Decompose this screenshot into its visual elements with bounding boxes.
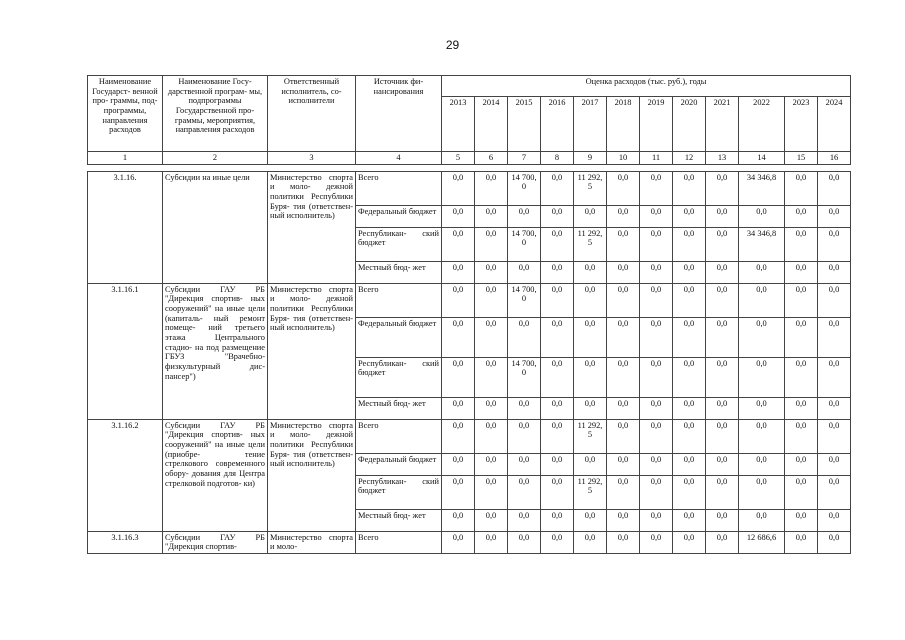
funding-source: Местный бюд- жет bbox=[356, 397, 442, 419]
amount-cell: 0,0 bbox=[541, 357, 574, 397]
amount-cell: 0,0 bbox=[739, 509, 785, 531]
amount-cell: 0,0 bbox=[442, 509, 475, 531]
header-col-3: Ответственный исполнитель, со- исполнители bbox=[268, 76, 356, 152]
amount-cell: 0,0 bbox=[541, 227, 574, 261]
amount-cell: 0,0 bbox=[818, 205, 851, 227]
table-row bbox=[88, 531, 851, 553]
amount-cell: 0,0 bbox=[442, 357, 475, 397]
amount-cell: 14 700, 0 bbox=[508, 227, 541, 261]
row-code: 3.1.16.1 bbox=[88, 283, 163, 419]
amount-cell: 0,0 bbox=[640, 397, 673, 419]
amount-cell: 0,0 bbox=[607, 227, 640, 261]
amount-cell: 0,0 bbox=[818, 283, 851, 317]
amount-cell: 0,0 bbox=[739, 317, 785, 357]
amount-cell: 0,0 bbox=[508, 397, 541, 419]
amount-cell: 0,0 bbox=[818, 419, 851, 453]
table-header bbox=[88, 76, 851, 165]
amount-cell: 0,0 bbox=[640, 453, 673, 475]
amount-cell: 0,0 bbox=[442, 283, 475, 317]
amount-cell: 0,0 bbox=[785, 509, 818, 531]
amount-cell: 0,0 bbox=[475, 509, 508, 531]
amount-cell: 0,0 bbox=[508, 453, 541, 475]
row-code: 3.1.16. bbox=[88, 171, 163, 283]
amount-cell: 0,0 bbox=[574, 357, 607, 397]
amount-cell: 0,0 bbox=[640, 205, 673, 227]
amount-cell: 0,0 bbox=[673, 531, 706, 553]
column-number: 9 bbox=[574, 152, 607, 165]
header-estimate: Оценка расходов (тыс. руб.), годы bbox=[442, 76, 851, 97]
amount-cell: 0,0 bbox=[673, 509, 706, 531]
page-number: 29 bbox=[445, 38, 460, 52]
amount-cell: 0,0 bbox=[442, 397, 475, 419]
funding-source: Всего bbox=[356, 171, 442, 205]
amount-cell: 0,0 bbox=[739, 261, 785, 283]
amount-cell: 0,0 bbox=[607, 283, 640, 317]
header-col-1: Наименование Государст- венной про- граммы, под- программы, направления расходов bbox=[88, 76, 163, 152]
funding-source: Федеральный бюджет bbox=[356, 453, 442, 475]
row-code: 3.1.16.3 bbox=[88, 531, 163, 553]
amount-cell: 0,0 bbox=[541, 283, 574, 317]
amount-cell: 34 346,8 bbox=[739, 171, 785, 205]
amount-cell: 0,0 bbox=[640, 283, 673, 317]
header-col-2: Наименование Госу- дарственной програм- мы, подпрограммы Государственной про- граммы, мероприятия, направления расходов bbox=[163, 76, 268, 152]
row-executor: Министерство спорта и моло- bbox=[268, 531, 356, 553]
amount-cell: 0,0 bbox=[607, 397, 640, 419]
amount-cell: 0,0 bbox=[673, 227, 706, 261]
amount-cell: 0,0 bbox=[706, 227, 739, 261]
amount-cell: 0,0 bbox=[607, 453, 640, 475]
amount-cell: 0,0 bbox=[785, 317, 818, 357]
header-year: 2021 bbox=[706, 97, 739, 152]
header-year: 2013 bbox=[442, 97, 475, 152]
amount-cell: 0,0 bbox=[818, 317, 851, 357]
amount-cell: 0,0 bbox=[574, 453, 607, 475]
amount-cell: 0,0 bbox=[673, 475, 706, 509]
amount-cell: 0,0 bbox=[607, 171, 640, 205]
amount-cell: 0,0 bbox=[508, 531, 541, 553]
amount-cell: 0,0 bbox=[442, 531, 475, 553]
amount-cell: 0,0 bbox=[818, 531, 851, 553]
amount-cell: 0,0 bbox=[541, 397, 574, 419]
column-number: 6 bbox=[475, 152, 508, 165]
amount-cell: 0,0 bbox=[785, 531, 818, 553]
amount-cell: 0,0 bbox=[574, 261, 607, 283]
table-body bbox=[88, 164, 851, 553]
spacer-row bbox=[88, 164, 851, 171]
amount-cell: 0,0 bbox=[442, 475, 475, 509]
amount-cell: 0,0 bbox=[818, 397, 851, 419]
amount-cell: 0,0 bbox=[607, 357, 640, 397]
amount-cell: 0,0 bbox=[706, 357, 739, 397]
amount-cell: 0,0 bbox=[706, 453, 739, 475]
amount-cell: 0,0 bbox=[475, 317, 508, 357]
funding-source: Федеральный бюджет bbox=[356, 205, 442, 227]
amount-cell: 0,0 bbox=[785, 357, 818, 397]
amount-cell: 0,0 bbox=[673, 453, 706, 475]
amount-cell: 0,0 bbox=[640, 419, 673, 453]
amount-cell: 11 292, 5 bbox=[574, 419, 607, 453]
amount-cell: 0,0 bbox=[673, 317, 706, 357]
amount-cell: 0,0 bbox=[574, 317, 607, 357]
funding-source: Местный бюд- жет bbox=[356, 261, 442, 283]
amount-cell: 0,0 bbox=[785, 419, 818, 453]
column-number: 13 bbox=[706, 152, 739, 165]
amount-cell: 34 346,8 bbox=[739, 227, 785, 261]
amount-cell: 0,0 bbox=[475, 453, 508, 475]
amount-cell: 0,0 bbox=[673, 357, 706, 397]
amount-cell: 12 686,6 bbox=[739, 531, 785, 553]
header-year: 2015 bbox=[508, 97, 541, 152]
amount-cell: 0,0 bbox=[739, 283, 785, 317]
amount-cell: 0,0 bbox=[818, 357, 851, 397]
amount-cell: 0,0 bbox=[785, 171, 818, 205]
amount-cell: 0,0 bbox=[508, 509, 541, 531]
amount-cell: 11 292, 5 bbox=[574, 171, 607, 205]
budget-table bbox=[87, 75, 851, 554]
amount-cell: 0,0 bbox=[640, 475, 673, 509]
header-year: 2020 bbox=[673, 97, 706, 152]
amount-cell: 0,0 bbox=[640, 171, 673, 205]
column-number: 8 bbox=[541, 152, 574, 165]
amount-cell: 0,0 bbox=[640, 317, 673, 357]
column-number: 1 bbox=[88, 152, 163, 165]
funding-source: Всего bbox=[356, 283, 442, 317]
amount-cell: 0,0 bbox=[508, 419, 541, 453]
header-year: 2018 bbox=[607, 97, 640, 152]
column-number: 2 bbox=[163, 152, 268, 165]
amount-cell: 0,0 bbox=[785, 205, 818, 227]
column-number: 3 bbox=[268, 152, 356, 165]
funding-source: Местный бюд- жет bbox=[356, 509, 442, 531]
amount-cell: 0,0 bbox=[442, 261, 475, 283]
funding-source: Республикан- ский бюджет bbox=[356, 357, 442, 397]
amount-cell: 0,0 bbox=[706, 261, 739, 283]
row-name: Субсидии ГАУ РБ "Дирекция спортив- bbox=[163, 531, 268, 553]
amount-cell: 0,0 bbox=[706, 475, 739, 509]
column-number: 10 bbox=[607, 152, 640, 165]
column-number: 15 bbox=[785, 152, 818, 165]
amount-cell: 0,0 bbox=[739, 419, 785, 453]
amount-cell: 0,0 bbox=[785, 283, 818, 317]
amount-cell: 0,0 bbox=[706, 419, 739, 453]
amount-cell: 0,0 bbox=[541, 317, 574, 357]
amount-cell: 0,0 bbox=[785, 453, 818, 475]
amount-cell: 0,0 bbox=[818, 171, 851, 205]
column-number: 14 bbox=[739, 152, 785, 165]
amount-cell: 0,0 bbox=[818, 261, 851, 283]
amount-cell: 0,0 bbox=[541, 171, 574, 205]
column-number: 12 bbox=[673, 152, 706, 165]
amount-cell: 0,0 bbox=[442, 171, 475, 205]
amount-cell: 0,0 bbox=[607, 475, 640, 509]
amount-cell: 0,0 bbox=[541, 509, 574, 531]
table-row bbox=[88, 283, 851, 317]
amount-cell: 0,0 bbox=[442, 227, 475, 261]
amount-cell: 0,0 bbox=[739, 357, 785, 397]
amount-cell: 0,0 bbox=[475, 357, 508, 397]
header-year: 2014 bbox=[475, 97, 508, 152]
amount-cell: 0,0 bbox=[442, 317, 475, 357]
amount-cell: 0,0 bbox=[739, 205, 785, 227]
row-name: Субсидии на иные цели bbox=[163, 171, 268, 283]
amount-cell: 0,0 bbox=[574, 205, 607, 227]
amount-cell: 0,0 bbox=[574, 509, 607, 531]
amount-cell: 0,0 bbox=[640, 509, 673, 531]
table-row bbox=[88, 171, 851, 205]
amount-cell: 0,0 bbox=[475, 397, 508, 419]
column-number: 5 bbox=[442, 152, 475, 165]
amount-cell: 11 292, 5 bbox=[574, 475, 607, 509]
amount-cell: 0,0 bbox=[508, 205, 541, 227]
amount-cell: 0,0 bbox=[673, 419, 706, 453]
amount-cell: 0,0 bbox=[607, 419, 640, 453]
amount-cell: 0,0 bbox=[541, 205, 574, 227]
amount-cell: 0,0 bbox=[706, 397, 739, 419]
amount-cell: 0,0 bbox=[706, 283, 739, 317]
header-year: 2017 bbox=[574, 97, 607, 152]
amount-cell: 0,0 bbox=[673, 205, 706, 227]
amount-cell: 0,0 bbox=[607, 205, 640, 227]
amount-cell: 0,0 bbox=[475, 475, 508, 509]
amount-cell: 0,0 bbox=[508, 317, 541, 357]
amount-cell: 0,0 bbox=[574, 397, 607, 419]
funding-source: Всего bbox=[356, 419, 442, 453]
header-year: 2022 bbox=[739, 97, 785, 152]
column-numbers-row bbox=[88, 152, 851, 165]
amount-cell: 0,0 bbox=[508, 261, 541, 283]
amount-cell: 0,0 bbox=[607, 509, 640, 531]
row-code: 3.1.16.2 bbox=[88, 419, 163, 531]
amount-cell: 0,0 bbox=[739, 453, 785, 475]
amount-cell: 14 700, 0 bbox=[508, 357, 541, 397]
funding-source: Республикан- ский бюджет bbox=[356, 475, 442, 509]
funding-source: Всего bbox=[356, 531, 442, 553]
amount-cell: 0,0 bbox=[541, 261, 574, 283]
funding-source: Республикан- ский бюджет bbox=[356, 227, 442, 261]
amount-cell: 0,0 bbox=[475, 171, 508, 205]
amount-cell: 0,0 bbox=[706, 317, 739, 357]
amount-cell: 0,0 bbox=[607, 531, 640, 553]
amount-cell: 0,0 bbox=[541, 419, 574, 453]
amount-cell: 0,0 bbox=[640, 261, 673, 283]
amount-cell: 0,0 bbox=[739, 397, 785, 419]
amount-cell: 0,0 bbox=[475, 531, 508, 553]
amount-cell: 0,0 bbox=[818, 475, 851, 509]
column-number: 16 bbox=[818, 152, 851, 165]
amount-cell: 0,0 bbox=[541, 453, 574, 475]
amount-cell: 0,0 bbox=[574, 531, 607, 553]
amount-cell: 0,0 bbox=[706, 531, 739, 553]
amount-cell: 0,0 bbox=[785, 261, 818, 283]
amount-cell: 0,0 bbox=[541, 475, 574, 509]
amount-cell: 0,0 bbox=[706, 205, 739, 227]
header-year: 2016 bbox=[541, 97, 574, 152]
amount-cell: 0,0 bbox=[706, 509, 739, 531]
amount-cell: 0,0 bbox=[739, 475, 785, 509]
table-row bbox=[88, 419, 851, 453]
column-number: 4 bbox=[356, 152, 442, 165]
amount-cell: 0,0 bbox=[785, 227, 818, 261]
row-name: Субсидии ГАУ РБ "Дирекция спортив- ных сооружений" на иные цели (капиталь- ный ремонт помеще- ний третьего этажа Центрального стадио- на под размещение ГБУЗ "Врачебно- физкультурный дис- пансер") bbox=[163, 283, 268, 419]
amount-cell: 0,0 bbox=[673, 261, 706, 283]
row-executor: Министерство спорта и моло- дежной политики Республики Буря- тия (ответствен- ный исполнитель) bbox=[268, 419, 356, 531]
amount-cell: 0,0 bbox=[574, 283, 607, 317]
header-year: 2019 bbox=[640, 97, 673, 152]
funding-source: Федеральный бюджет bbox=[356, 317, 442, 357]
amount-cell: 0,0 bbox=[818, 227, 851, 261]
amount-cell: 0,0 bbox=[475, 227, 508, 261]
amount-cell: 0,0 bbox=[818, 453, 851, 475]
amount-cell: 0,0 bbox=[442, 453, 475, 475]
amount-cell: 0,0 bbox=[475, 283, 508, 317]
amount-cell: 0,0 bbox=[706, 171, 739, 205]
amount-cell: 0,0 bbox=[640, 531, 673, 553]
amount-cell: 0,0 bbox=[673, 397, 706, 419]
amount-cell: 0,0 bbox=[640, 227, 673, 261]
amount-cell: 14 700, 0 bbox=[508, 171, 541, 205]
amount-cell: 11 292, 5 bbox=[574, 227, 607, 261]
row-name: Субсидии ГАУ РБ "Дирекция спортив- ных сооружений" на иные цели (приобре- тение стрелкового современного обору- дования для Центра стрелковой подготов- ки) bbox=[163, 419, 268, 531]
amount-cell: 0,0 bbox=[475, 261, 508, 283]
header-col-4: Источник фи- нансирования bbox=[356, 76, 442, 152]
amount-cell: 0,0 bbox=[673, 283, 706, 317]
column-number: 11 bbox=[640, 152, 673, 165]
amount-cell: 0,0 bbox=[673, 171, 706, 205]
amount-cell: 0,0 bbox=[640, 357, 673, 397]
amount-cell: 14 700, 0 bbox=[508, 283, 541, 317]
row-executor: Министерство спорта и моло- дежной политики Республики Буря- тия (ответствен- ный исполнитель) bbox=[268, 171, 356, 283]
column-number: 7 bbox=[508, 152, 541, 165]
row-executor: Министерство спорта и моло- дежной политики Республики Буря- тия (ответствен- ный исполнитель) bbox=[268, 283, 356, 419]
header-year: 2023 bbox=[785, 97, 818, 152]
amount-cell: 0,0 bbox=[785, 475, 818, 509]
amount-cell: 0,0 bbox=[475, 419, 508, 453]
header-year: 2024 bbox=[818, 97, 851, 152]
amount-cell: 0,0 bbox=[442, 419, 475, 453]
amount-cell: 0,0 bbox=[475, 205, 508, 227]
amount-cell: 0,0 bbox=[508, 475, 541, 509]
amount-cell: 0,0 bbox=[442, 205, 475, 227]
amount-cell: 0,0 bbox=[541, 531, 574, 553]
amount-cell: 0,0 bbox=[785, 397, 818, 419]
amount-cell: 0,0 bbox=[607, 261, 640, 283]
amount-cell: 0,0 bbox=[607, 317, 640, 357]
amount-cell: 0,0 bbox=[818, 509, 851, 531]
